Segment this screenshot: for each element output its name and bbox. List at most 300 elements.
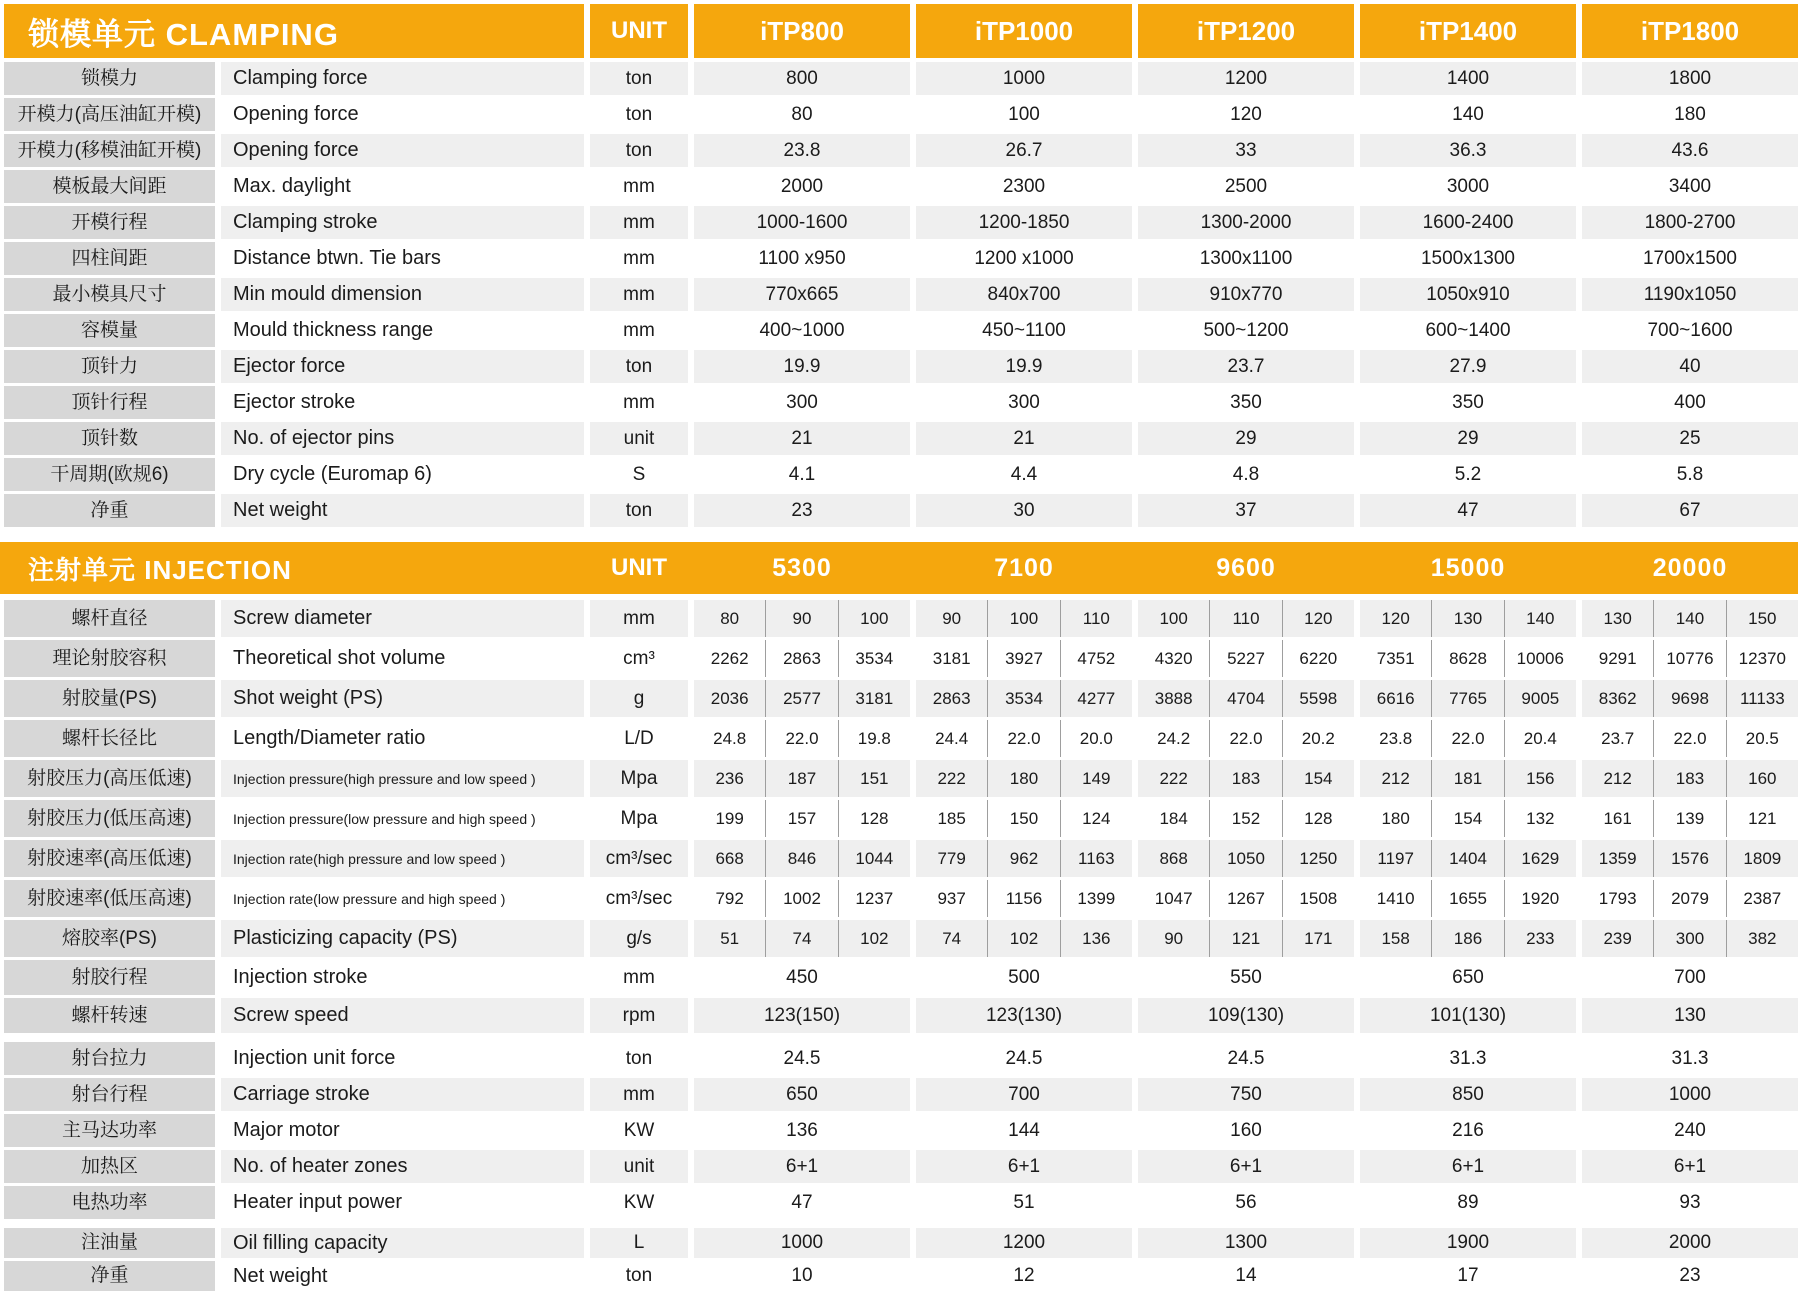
row-unit: ton xyxy=(590,494,688,527)
value-cell: 123(150) xyxy=(694,998,910,1033)
row-label-en: Length/Diameter ratio xyxy=(233,727,426,749)
value-cell: 240 xyxy=(1674,1119,1706,1141)
sub-value-cell: 180 xyxy=(1381,808,1410,828)
sub-value-cell: 130 xyxy=(1603,608,1632,628)
value-cell: 67 xyxy=(1582,494,1798,527)
value-cell: 1000 xyxy=(694,1228,910,1258)
value-cell: 1200-1850 xyxy=(916,206,1132,239)
sub-value-cell: 2863 xyxy=(932,688,971,708)
value-cell: 3400 xyxy=(1668,175,1712,197)
model-value-group xyxy=(1138,880,1354,917)
value-cell: 21 xyxy=(916,422,1132,455)
value-cell: 1200 xyxy=(1138,62,1354,95)
sub-value-cell: 24.2 xyxy=(1157,728,1191,748)
model-column-header: iTP1200 xyxy=(1138,4,1354,58)
sub-value-cell: 150 xyxy=(987,800,1059,837)
sub-value-cell: 3534 xyxy=(838,640,910,677)
sub-value-cell: 132 xyxy=(1504,800,1576,837)
sub-value-cell: 1576 xyxy=(1653,840,1725,877)
row-unit: ton xyxy=(590,134,688,167)
sub-value-cell: 1399 xyxy=(1060,880,1132,917)
row-unit: KW xyxy=(623,1191,655,1213)
sub-value-cell: 239 xyxy=(1603,928,1632,948)
value-cell: 21 xyxy=(694,422,910,455)
sub-value-cell: 124 xyxy=(1060,800,1132,837)
row-label-cn: 射胶行程 xyxy=(4,960,215,995)
model-value-group xyxy=(1138,600,1354,637)
model-value-group xyxy=(916,600,1132,637)
value-cell: 500 xyxy=(1008,966,1040,988)
row-label-cn: 螺杆转速 xyxy=(4,998,215,1033)
sub-value-cell: 233 xyxy=(1504,920,1576,957)
sub-value-cell: 1044 xyxy=(838,840,910,877)
value-cell: 4.1 xyxy=(788,463,816,485)
value-cell: 23.8 xyxy=(694,134,910,167)
value-cell: 4.4 xyxy=(1010,463,1038,485)
value-cell: 3000 xyxy=(1446,175,1490,197)
value-cell: 180 xyxy=(1674,103,1706,125)
row-label-cn: 开模力(高压油缸开模) xyxy=(4,98,215,131)
sub-value-cell: 100 xyxy=(1159,608,1188,628)
value-cell: 51 xyxy=(1013,1191,1035,1213)
model-value-group xyxy=(916,800,1132,837)
row-label-en: Plasticizing capacity (PS) xyxy=(221,920,584,957)
sub-value-cell: 120 xyxy=(1381,608,1410,628)
clamping-table-row xyxy=(4,494,1801,527)
sub-value-cell: 12370 xyxy=(1726,640,1798,677)
model-value-group xyxy=(1582,760,1798,797)
row-unit: mm xyxy=(623,319,655,341)
sub-value-cell: 154 xyxy=(1282,760,1354,797)
model-column-header: iTP800 xyxy=(694,4,910,58)
sub-value-cell: 20.5 xyxy=(1726,720,1798,757)
model-value-group xyxy=(694,600,910,637)
model-value-group xyxy=(1360,760,1576,797)
value-cell: 140 xyxy=(1452,103,1484,125)
sub-value-cell: 9291 xyxy=(1598,648,1637,668)
sub-value-cell: 3888 xyxy=(1154,688,1193,708)
sub-value-cell: 1163 xyxy=(1060,840,1132,877)
model-value-group xyxy=(1138,760,1354,797)
model-value-group xyxy=(916,920,1132,957)
sub-value-cell: 212 xyxy=(1381,768,1410,788)
row-unit: g/s xyxy=(590,920,688,957)
sub-value-cell: 154 xyxy=(1431,800,1503,837)
sub-value-cell: 222 xyxy=(1159,768,1188,788)
sub-value-cell: 2079 xyxy=(1653,880,1725,917)
model-value-group xyxy=(694,680,910,717)
injection-table-row xyxy=(4,920,1801,957)
row-label-en: Theoretical shot volume xyxy=(233,647,446,669)
injection-table-row xyxy=(4,1078,1801,1111)
sub-value-cell: 2577 xyxy=(765,680,837,717)
row-label-cn: 螺杆直径 xyxy=(4,600,215,637)
value-cell: 23.7 xyxy=(1138,350,1354,383)
value-cell: 123(130) xyxy=(916,998,1132,1033)
row-label-en: Injection stroke xyxy=(233,966,368,988)
sub-value-cell: 139 xyxy=(1653,800,1725,837)
model-value-group xyxy=(916,680,1132,717)
sub-value-cell: 236 xyxy=(715,768,744,788)
injection-unit-column-header: UNIT xyxy=(611,554,667,581)
machine-spec-sheet xyxy=(0,4,1801,1298)
row-unit: KW xyxy=(623,1119,655,1141)
row-label-en: Distance btwn. Tie bars xyxy=(233,247,441,269)
value-cell: 23 xyxy=(694,494,910,527)
sub-value-cell: 20.0 xyxy=(1060,720,1132,757)
sub-value-cell: 74 xyxy=(765,920,837,957)
value-cell: 6+1 xyxy=(1360,1150,1576,1183)
sub-value-cell: 7765 xyxy=(1431,680,1503,717)
model-value-group xyxy=(694,920,910,957)
sub-value-cell: 102 xyxy=(838,920,910,957)
value-cell: 840x700 xyxy=(916,278,1132,311)
value-cell: 600~1400 xyxy=(1425,319,1511,341)
row-label-cn: 主马达功率 xyxy=(4,1114,215,1147)
value-cell: 300 xyxy=(786,391,818,413)
sub-value-cell: 158 xyxy=(1381,928,1410,948)
model-value-group xyxy=(1360,920,1576,957)
sub-value-cell: 1404 xyxy=(1431,840,1503,877)
model-value-group xyxy=(1582,680,1798,717)
value-cell: 2300 xyxy=(1002,175,1046,197)
sub-value-cell: 185 xyxy=(937,808,966,828)
value-cell: 24.5 xyxy=(783,1047,821,1069)
row-unit: L/D xyxy=(624,727,654,749)
sub-value-cell: 300 xyxy=(1653,920,1725,957)
clamping-table-row xyxy=(4,350,1801,383)
row-label-en: No. of heater zones xyxy=(221,1150,584,1183)
value-cell: 12 xyxy=(1013,1265,1035,1286)
injection-table-row xyxy=(4,1261,1801,1291)
model-value-group xyxy=(1138,680,1354,717)
row-label-en: Mould thickness range xyxy=(233,319,434,341)
value-cell: 700~1600 xyxy=(1647,319,1733,341)
row-unit: unit xyxy=(590,1150,688,1183)
clamping-section-title: 锁模单元 CLAMPING xyxy=(4,4,584,58)
sub-value-cell: 24.8 xyxy=(713,728,747,748)
value-cell: 160 xyxy=(1230,1119,1262,1141)
row-label-en: Screw speed xyxy=(221,998,584,1033)
row-label-cn: 理论射胶容积 xyxy=(4,640,215,677)
value-cell: 27.9 xyxy=(1360,350,1576,383)
value-cell: 100 xyxy=(1008,103,1040,125)
model-value-group xyxy=(694,640,910,677)
value-cell: 1500x1300 xyxy=(1420,247,1516,269)
model-value-group xyxy=(916,640,1132,677)
row-label-en: Dry cycle (Euromap 6) xyxy=(233,463,432,485)
row-label-en: Heater input power xyxy=(233,1191,402,1213)
sub-value-cell: 5598 xyxy=(1282,680,1354,717)
sub-value-cell: 1237 xyxy=(838,880,910,917)
model-column-header: iTP1000 xyxy=(916,4,1132,58)
sub-value-cell: 22.0 xyxy=(1209,720,1281,757)
row-label-cn: 锁模力 xyxy=(4,62,215,95)
row-unit: g xyxy=(590,680,688,717)
value-cell: 17 xyxy=(1457,1265,1479,1286)
sub-value-cell: 9005 xyxy=(1504,680,1576,717)
sub-value-cell: 20.2 xyxy=(1282,720,1354,757)
injection-header xyxy=(0,542,1798,594)
sub-value-cell: 3181 xyxy=(838,680,910,717)
value-cell: 700 xyxy=(1674,966,1706,988)
sub-value-cell: 1047 xyxy=(1154,888,1193,908)
row-unit: cm³/sec xyxy=(605,887,673,909)
row-label-en: Shot weight (PS) xyxy=(221,680,584,717)
sub-value-cell: 2262 xyxy=(710,648,749,668)
model-value-group xyxy=(1360,800,1576,837)
row-label-en: Ejector stroke xyxy=(233,391,356,413)
value-cell: 300 xyxy=(1008,391,1040,413)
sub-value-cell: 102 xyxy=(987,920,1059,957)
row-unit: ton xyxy=(590,62,688,95)
injection-table-row xyxy=(4,640,1801,677)
clamping-table-row xyxy=(4,206,1801,239)
model-value-group xyxy=(694,760,910,797)
value-cell: 6+1 xyxy=(916,1150,1132,1183)
value-cell: 770x665 xyxy=(694,278,910,311)
row-label-cn: 注油量 xyxy=(4,1228,215,1258)
clamping-table-row xyxy=(4,134,1801,167)
row-label-cn: 模板最大间距 xyxy=(4,170,215,203)
model-value-group xyxy=(1360,720,1576,757)
row-label-cn: 射台行程 xyxy=(4,1078,215,1111)
sub-value-cell: 1508 xyxy=(1282,880,1354,917)
value-cell: 5.2 xyxy=(1454,463,1482,485)
sub-value-cell: 4704 xyxy=(1209,680,1281,717)
row-unit: Mpa xyxy=(620,807,658,829)
model-value-group xyxy=(1138,640,1354,677)
sub-value-cell: 156 xyxy=(1504,760,1576,797)
sub-value-cell: 150 xyxy=(1726,600,1798,637)
row-unit: ton xyxy=(625,103,653,125)
value-cell: 47 xyxy=(791,1191,813,1213)
value-cell: 19.9 xyxy=(694,350,910,383)
sub-value-cell: 2036 xyxy=(710,688,749,708)
value-cell: 36.3 xyxy=(1360,134,1576,167)
value-cell: 800 xyxy=(694,62,910,95)
row-label-en: Net weight xyxy=(221,494,584,527)
row-label-cn: 顶针力 xyxy=(4,350,215,383)
injection-table-row xyxy=(4,960,1801,995)
sub-value-cell: 110 xyxy=(1060,600,1132,637)
model-value-group xyxy=(1582,840,1798,877)
row-label-cn: 四柱间距 xyxy=(4,242,215,275)
model-column-header: 5300 xyxy=(772,553,832,582)
model-value-group xyxy=(694,880,910,917)
sub-value-cell: 937 xyxy=(937,888,966,908)
row-label-en: Injection pressure(high pressure and low speed ) xyxy=(221,760,584,797)
sub-value-cell: 186 xyxy=(1431,920,1503,957)
sub-value-cell: 171 xyxy=(1282,920,1354,957)
sub-value-cell: 24.4 xyxy=(935,728,969,748)
row-unit: mm xyxy=(590,278,688,311)
sub-value-cell: 962 xyxy=(987,840,1059,877)
value-cell: 1400 xyxy=(1360,62,1576,95)
row-label-cn: 射胶速率(低压高速) xyxy=(4,880,215,917)
row-label-cn: 熔胶率(PS) xyxy=(4,920,215,957)
value-cell: 37 xyxy=(1138,494,1354,527)
sub-value-cell: 20.4 xyxy=(1504,720,1576,757)
value-cell: 700 xyxy=(916,1078,1132,1111)
sub-value-cell: 1002 xyxy=(765,880,837,917)
sub-value-cell: 1050 xyxy=(1209,840,1281,877)
clamping-table-row xyxy=(4,170,1801,203)
value-cell: 750 xyxy=(1138,1078,1354,1111)
row-label-cn: 顶针数 xyxy=(4,422,215,455)
sub-value-cell: 121 xyxy=(1726,800,1798,837)
sub-value-cell: 22.0 xyxy=(765,720,837,757)
sub-value-cell: 1655 xyxy=(1431,880,1503,917)
value-cell: 29 xyxy=(1138,422,1354,455)
model-column-header: 7100 xyxy=(994,553,1054,582)
sub-value-cell: 1250 xyxy=(1282,840,1354,877)
value-cell: 2000 xyxy=(780,175,824,197)
value-cell: 1900 xyxy=(1360,1228,1576,1258)
sub-value-cell: 6616 xyxy=(1376,688,1415,708)
injection-table-row xyxy=(4,998,1801,1033)
value-cell: 350 xyxy=(1230,391,1262,413)
model-value-group xyxy=(1138,800,1354,837)
row-label-en: Oil filling capacity xyxy=(221,1228,584,1258)
row-label-en: Injection pressure(low pressure and high speed ) xyxy=(233,810,536,827)
row-label-en: Injection rate(high pressure and low speed ) xyxy=(221,840,584,877)
sub-value-cell: 157 xyxy=(765,800,837,837)
value-cell: 101(130) xyxy=(1360,998,1576,1033)
sub-value-cell: 1156 xyxy=(987,880,1059,917)
row-label-en: Ejector force xyxy=(221,350,584,383)
model-column-header: 9600 xyxy=(1216,553,1276,582)
value-cell: 1000 xyxy=(916,62,1132,95)
row-label-cn: 开模行程 xyxy=(4,206,215,239)
value-cell: 33 xyxy=(1138,134,1354,167)
clamping-model-headers xyxy=(688,4,1798,58)
value-cell: 650 xyxy=(1452,966,1484,988)
row-label-en: Max. daylight xyxy=(233,175,351,197)
row-unit: unit xyxy=(590,422,688,455)
row-unit: mm xyxy=(623,966,655,988)
value-cell: 1600-2400 xyxy=(1360,206,1576,239)
model-value-group xyxy=(1582,640,1798,677)
row-unit: mm xyxy=(623,247,655,269)
sub-value-cell: 74 xyxy=(942,928,962,948)
model-value-group xyxy=(694,840,910,877)
value-cell: 19.9 xyxy=(916,350,1132,383)
clamping-header xyxy=(4,4,1801,58)
clamping-table-row xyxy=(4,242,1801,275)
clamping-table-row xyxy=(4,422,1801,455)
model-value-group xyxy=(1582,920,1798,957)
value-cell: 650 xyxy=(694,1078,910,1111)
model-value-group xyxy=(1582,600,1798,637)
value-cell: 500~1200 xyxy=(1203,319,1289,341)
injection-table-row xyxy=(4,760,1801,797)
injection-table-row xyxy=(4,1114,1801,1147)
value-cell: 1190x1050 xyxy=(1582,278,1798,311)
clamping-unit-column-header: UNIT xyxy=(590,4,688,58)
model-value-group xyxy=(1360,600,1576,637)
model-value-group xyxy=(1360,680,1576,717)
sub-value-cell: 4320 xyxy=(1154,648,1193,668)
model-value-group xyxy=(1582,720,1798,757)
value-cell: 1800-2700 xyxy=(1582,206,1798,239)
sub-value-cell: 779 xyxy=(937,848,966,868)
injection-table-row xyxy=(4,1228,1801,1258)
sub-value-cell: 212 xyxy=(1603,768,1632,788)
model-value-group xyxy=(1360,840,1576,877)
row-label-en: Clamping force xyxy=(221,62,584,95)
sub-value-cell: 100 xyxy=(838,600,910,637)
value-cell: 31.3 xyxy=(1449,1047,1487,1069)
sub-value-cell: 2863 xyxy=(765,640,837,677)
value-cell: 1700x1500 xyxy=(1642,247,1738,269)
row-unit: Mpa xyxy=(590,760,688,797)
sub-value-cell: 6220 xyxy=(1282,640,1354,677)
value-cell: 144 xyxy=(1008,1119,1040,1141)
value-cell: 25 xyxy=(1582,422,1798,455)
row-label-cn: 螺杆长径比 xyxy=(4,720,215,757)
row-label-en: No. of ejector pins xyxy=(221,422,584,455)
value-cell: 550 xyxy=(1230,966,1262,988)
sub-value-cell: 4277 xyxy=(1060,680,1132,717)
value-cell: 216 xyxy=(1452,1119,1484,1141)
model-value-group xyxy=(1138,840,1354,877)
sub-value-cell: 121 xyxy=(1209,920,1281,957)
sub-value-cell: 120 xyxy=(1282,600,1354,637)
sub-value-cell: 181 xyxy=(1431,760,1503,797)
value-cell: 80 xyxy=(791,103,813,125)
injection-table-row xyxy=(4,720,1801,757)
value-cell: 40 xyxy=(1582,350,1798,383)
row-unit: mm xyxy=(623,175,655,197)
value-cell: 6+1 xyxy=(1138,1150,1354,1183)
model-value-group xyxy=(1582,880,1798,917)
row-label-en: Screw diameter xyxy=(221,600,584,637)
injection-rows xyxy=(0,600,1801,1291)
sub-value-cell: 2387 xyxy=(1726,880,1798,917)
injection-table-row xyxy=(4,680,1801,717)
sub-value-cell: 668 xyxy=(715,848,744,868)
sub-value-cell: 868 xyxy=(1159,848,1188,868)
model-value-group xyxy=(694,720,910,757)
model-value-group xyxy=(916,760,1132,797)
value-cell: 1300x1100 xyxy=(1199,247,1293,269)
value-cell: 1000 xyxy=(1582,1078,1798,1111)
value-cell: 109(130) xyxy=(1138,998,1354,1033)
injection-table-row xyxy=(4,1186,1801,1219)
model-column-header: 15000 xyxy=(1430,553,1506,582)
value-cell: 29 xyxy=(1360,422,1576,455)
row-label-en: Net weight xyxy=(233,1264,328,1287)
model-column-header: iTP1800 xyxy=(1582,4,1798,58)
sub-value-cell: 7351 xyxy=(1376,648,1415,668)
row-label-en: Clamping stroke xyxy=(221,206,584,239)
sub-value-cell: 128 xyxy=(838,800,910,837)
sub-value-cell: 22.0 xyxy=(987,720,1059,757)
value-cell: 43.6 xyxy=(1582,134,1798,167)
row-unit: mm xyxy=(623,391,655,413)
sub-value-cell: 149 xyxy=(1060,760,1132,797)
row-unit: cm³/sec xyxy=(590,840,688,877)
clamping-table-row xyxy=(4,314,1801,347)
injection-table-row xyxy=(4,600,1801,637)
sub-value-cell: 90 xyxy=(765,600,837,637)
sub-value-cell: 183 xyxy=(1209,760,1281,797)
model-value-group xyxy=(916,840,1132,877)
sub-value-cell: 152 xyxy=(1209,800,1281,837)
sub-value-cell: 184 xyxy=(1159,808,1188,828)
injection-section-title: 注射单元 INJECTION xyxy=(28,554,292,585)
